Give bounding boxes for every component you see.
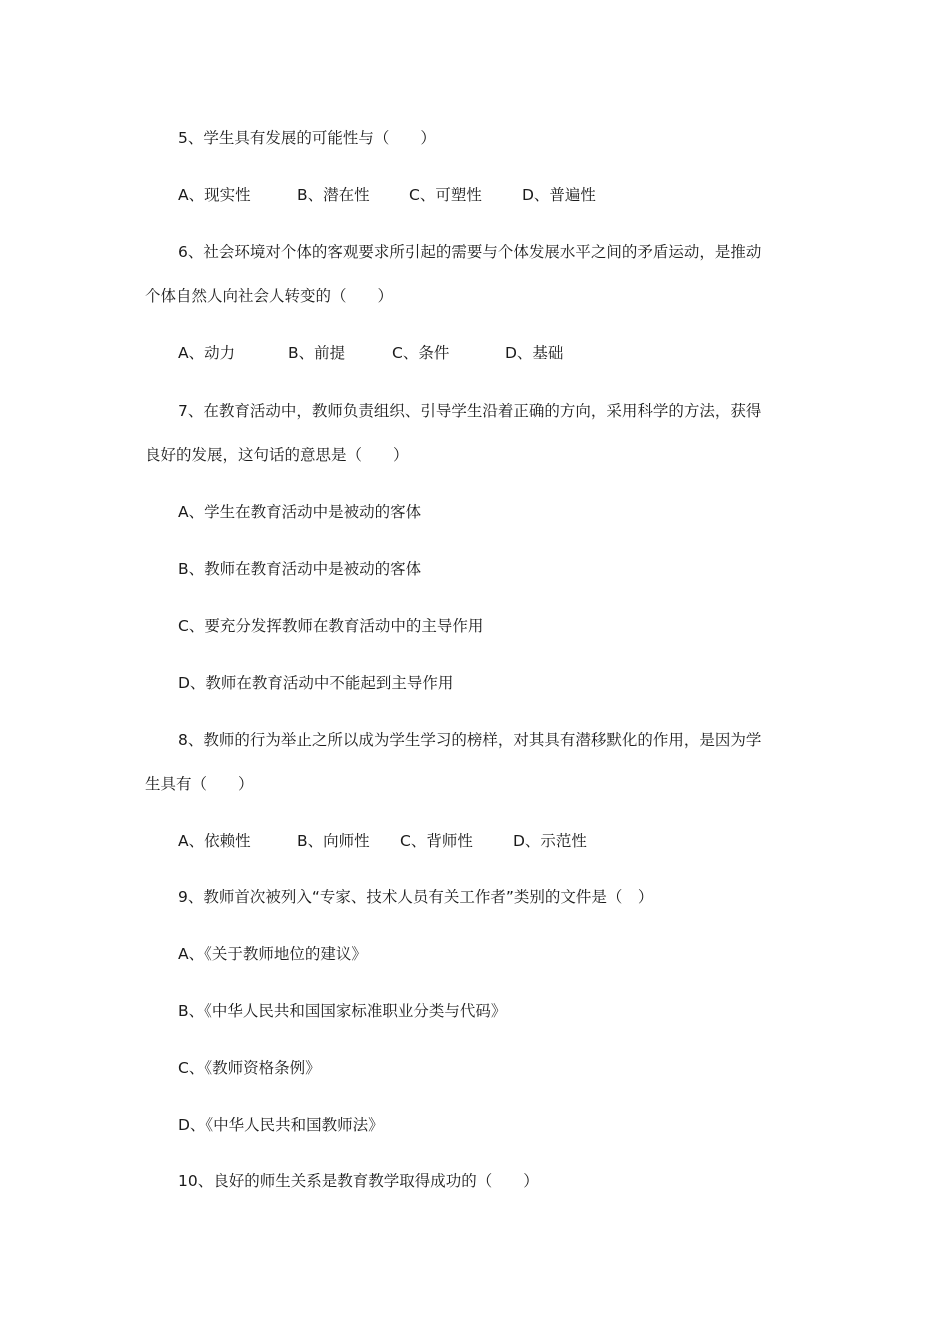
question-6-option-b: B、前提: [288, 344, 346, 362]
question-9-option-c: C、《教师资格条例》: [178, 1059, 321, 1077]
question-8-option-d: D、示范性: [513, 832, 587, 850]
question-8-stem-line-2: 生具有（ ）: [145, 775, 254, 793]
question-8-option-b: B、向师性: [297, 832, 370, 850]
question-9-option-a: A、《关于教师地位的建议》: [178, 945, 367, 963]
question-9-stem: 9、教师首次被列入“专家、技术人员有关工作者”类别的文件是（ ）: [178, 888, 654, 906]
question-6-option-a: A、动力: [178, 344, 236, 362]
question-8-option-c: C、背师性: [400, 832, 473, 850]
question-10-stem: 10、良好的师生关系是教育教学取得成功的（ ）: [178, 1172, 539, 1190]
question-5-option-c: C、可塑性: [409, 186, 482, 204]
question-7-option-a: A、学生在教育活动中是被动的客体: [178, 503, 422, 521]
question-7-stem-line-1: 7、在教育活动中，教师负责组织、引导学生沿着正确的方向，采用科学的方法，获得: [178, 402, 762, 420]
question-5-stem: 5、学生具有发展的可能性与（ ）: [178, 129, 436, 147]
question-6-stem-line-1: 6、社会环境对个体的客观要求所引起的需要与个体发展水平之间的矛盾运动，是推动: [178, 243, 762, 261]
question-9-option-b: B、《中华人民共和国国家标准职业分类与代码》: [178, 1002, 507, 1020]
question-7-option-b: B、教师在教育活动中是被动的客体: [178, 560, 422, 578]
question-8-stem-line-1: 8、教师的行为举止之所以成为学生学习的榜样，对其具有潜移默化的作用，是因为学: [178, 731, 762, 749]
question-7-option-c: C、要充分发挥教师在教育活动中的主导作用: [178, 617, 484, 635]
question-7-option-d: D、教师在教育活动中不能起到主导作用: [178, 674, 454, 692]
question-8-option-a: A、依赖性: [178, 832, 251, 850]
question-6-option-d: D、基础: [505, 344, 564, 362]
question-6-stem-line-2: 个体自然人向社会人转变的（ ）: [145, 287, 394, 305]
question-7-stem-line-2: 良好的发展，这句话的意思是（ ）: [145, 446, 409, 464]
question-5-option-d: D、普遍性: [522, 186, 596, 204]
question-5-option-a: A、现实性: [178, 186, 251, 204]
question-9-option-d: D、《中华人民共和国教师法》: [178, 1116, 384, 1134]
question-6-option-c: C、条件: [392, 344, 450, 362]
question-5-option-b: B、潜在性: [297, 186, 370, 204]
